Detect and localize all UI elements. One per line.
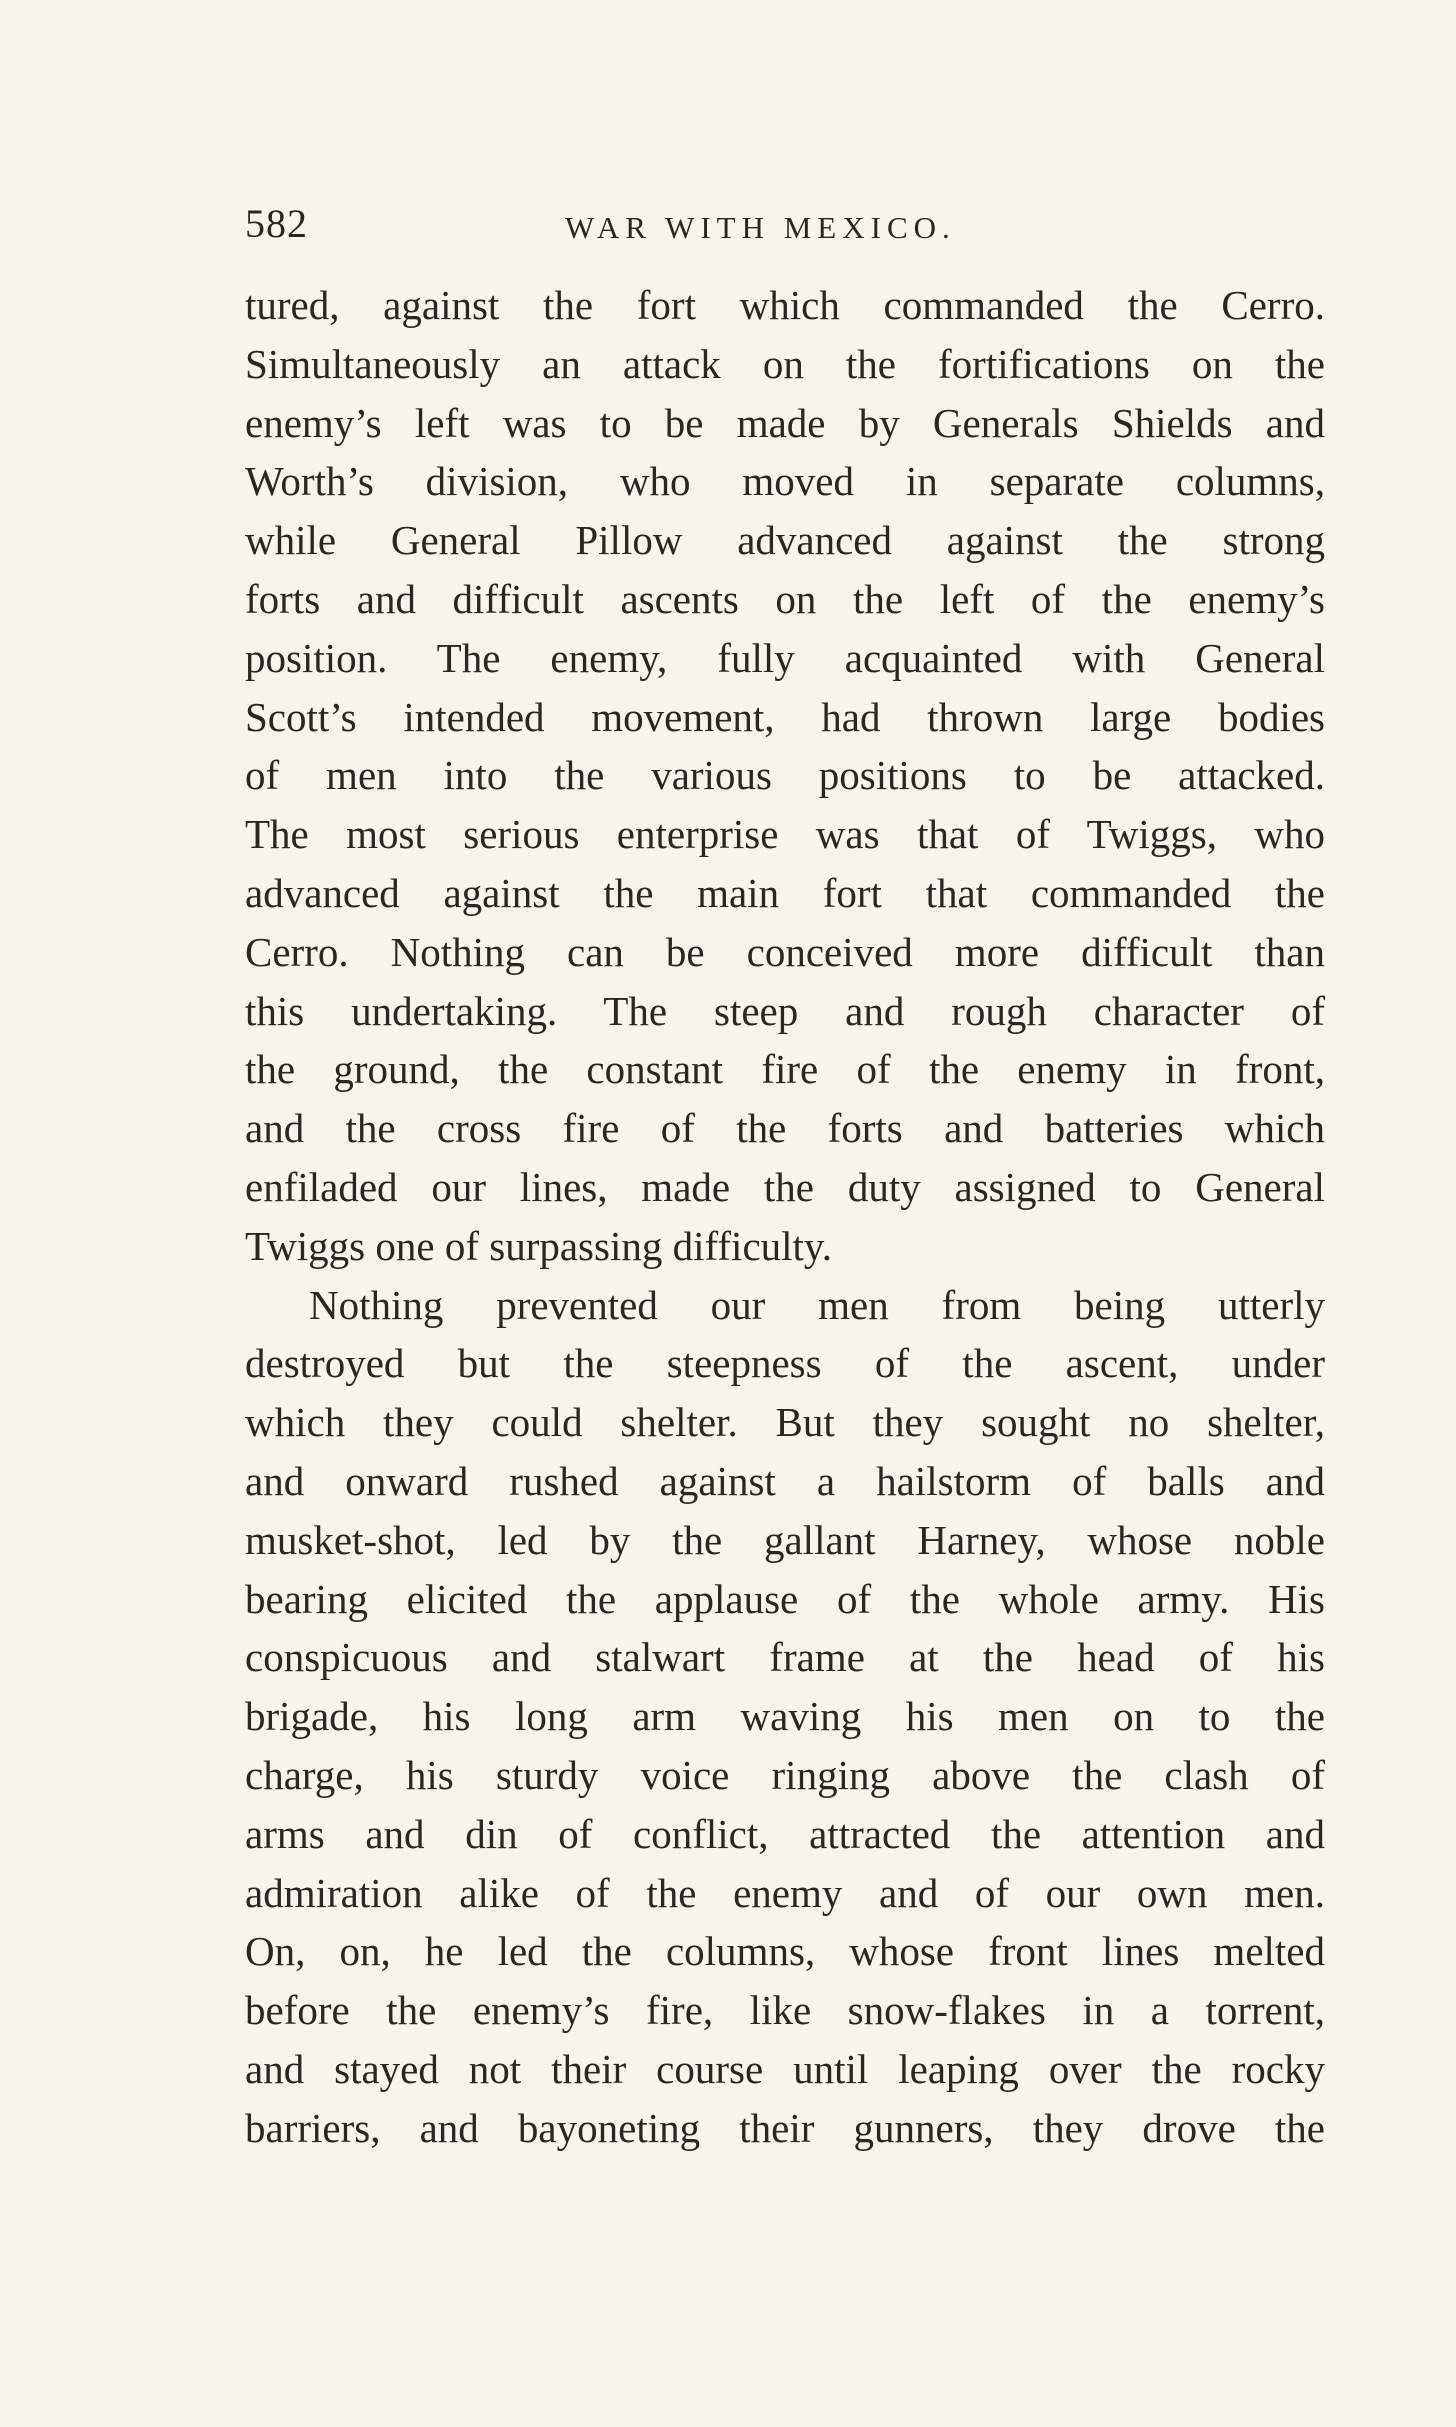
text-line: which they could shelter. But they sought no shelter, <box>245 1399 1325 1446</box>
text-line: position. The enemy, fully acquainted with General <box>245 634 1325 681</box>
text-line: this undertaking. The steep and rough character of <box>245 987 1325 1034</box>
text-line: barriers, and bayoneting their gunners, they drove the <box>245 2104 1325 2151</box>
text-line: Simultaneously an attack on the fortifications on the <box>245 340 1325 387</box>
text-line: musket-shot, led by the gallant Harney, whose noble <box>245 1516 1325 1563</box>
text-line: Scott’s intended movement, had thrown large bodies <box>245 693 1325 740</box>
text-line: conspicuous and stalwart frame at the head of his <box>245 1634 1325 1681</box>
text-line: the ground, the constant fire of the enemy in front, <box>245 1046 1325 1093</box>
text-line: admiration alike of the enemy and of our own men. <box>245 1869 1325 1916</box>
paragraph-end-line: Twiggs one of surpassing difficulty. <box>245 1222 833 1269</box>
text-line: enemy’s left was to be made by Generals Shields and <box>245 399 1325 446</box>
text-line: before the enemy’s fire, like snow-flakes in a torrent, <box>245 1987 1325 2034</box>
text-line: destroyed but the steepness of the ascent, under <box>245 1340 1325 1387</box>
text-line: charge, his sturdy voice ringing above the clash of <box>245 1751 1325 1798</box>
text-line: arms and din of conflict, attracted the attention and <box>245 1810 1325 1857</box>
text-line: and onward rushed against a hailstorm of balls and <box>245 1457 1325 1504</box>
text-line: advanced against the main fort that commanded the <box>245 869 1325 916</box>
text-line: The most serious enterprise was that of Twiggs, who <box>245 811 1325 858</box>
page-number: 582 <box>245 201 308 246</box>
page-header <box>245 200 1325 260</box>
text-line: On, on, he led the columns, whose front lines melted <box>245 1928 1325 1975</box>
text-line: of men into the various positions to be attacked. <box>245 752 1325 799</box>
text-line: while General Pillow advanced against the strong <box>245 517 1325 564</box>
body-text <box>245 276 1325 2158</box>
text-line: bearing elicited the applause of the whole army. His <box>245 1575 1325 1622</box>
text-line: and stayed not their course until leaping over the rocky <box>245 2045 1325 2092</box>
text-line: Cerro. Nothing can be conceived more difficult than <box>245 928 1325 975</box>
text-line: Worth’s division, who moved in separate columns, <box>245 458 1325 505</box>
text-line: enfiladed our lines, made the duty assigned to General <box>245 1163 1325 1210</box>
paragraph-start-line: Nothing prevented our men from being utterly <box>309 1281 1325 1328</box>
text-line: forts and difficult ascents on the left of the enemy’s <box>245 575 1325 622</box>
text-line: and the cross fire of the forts and batteries which <box>245 1105 1325 1152</box>
text-line: tured, against the fort which commanded the Cerro. <box>245 282 1325 328</box>
text-line: brigade, his long arm waving his men on to the <box>245 1693 1325 1740</box>
running-title: WAR WITH MEXICO. <box>565 210 956 245</box>
